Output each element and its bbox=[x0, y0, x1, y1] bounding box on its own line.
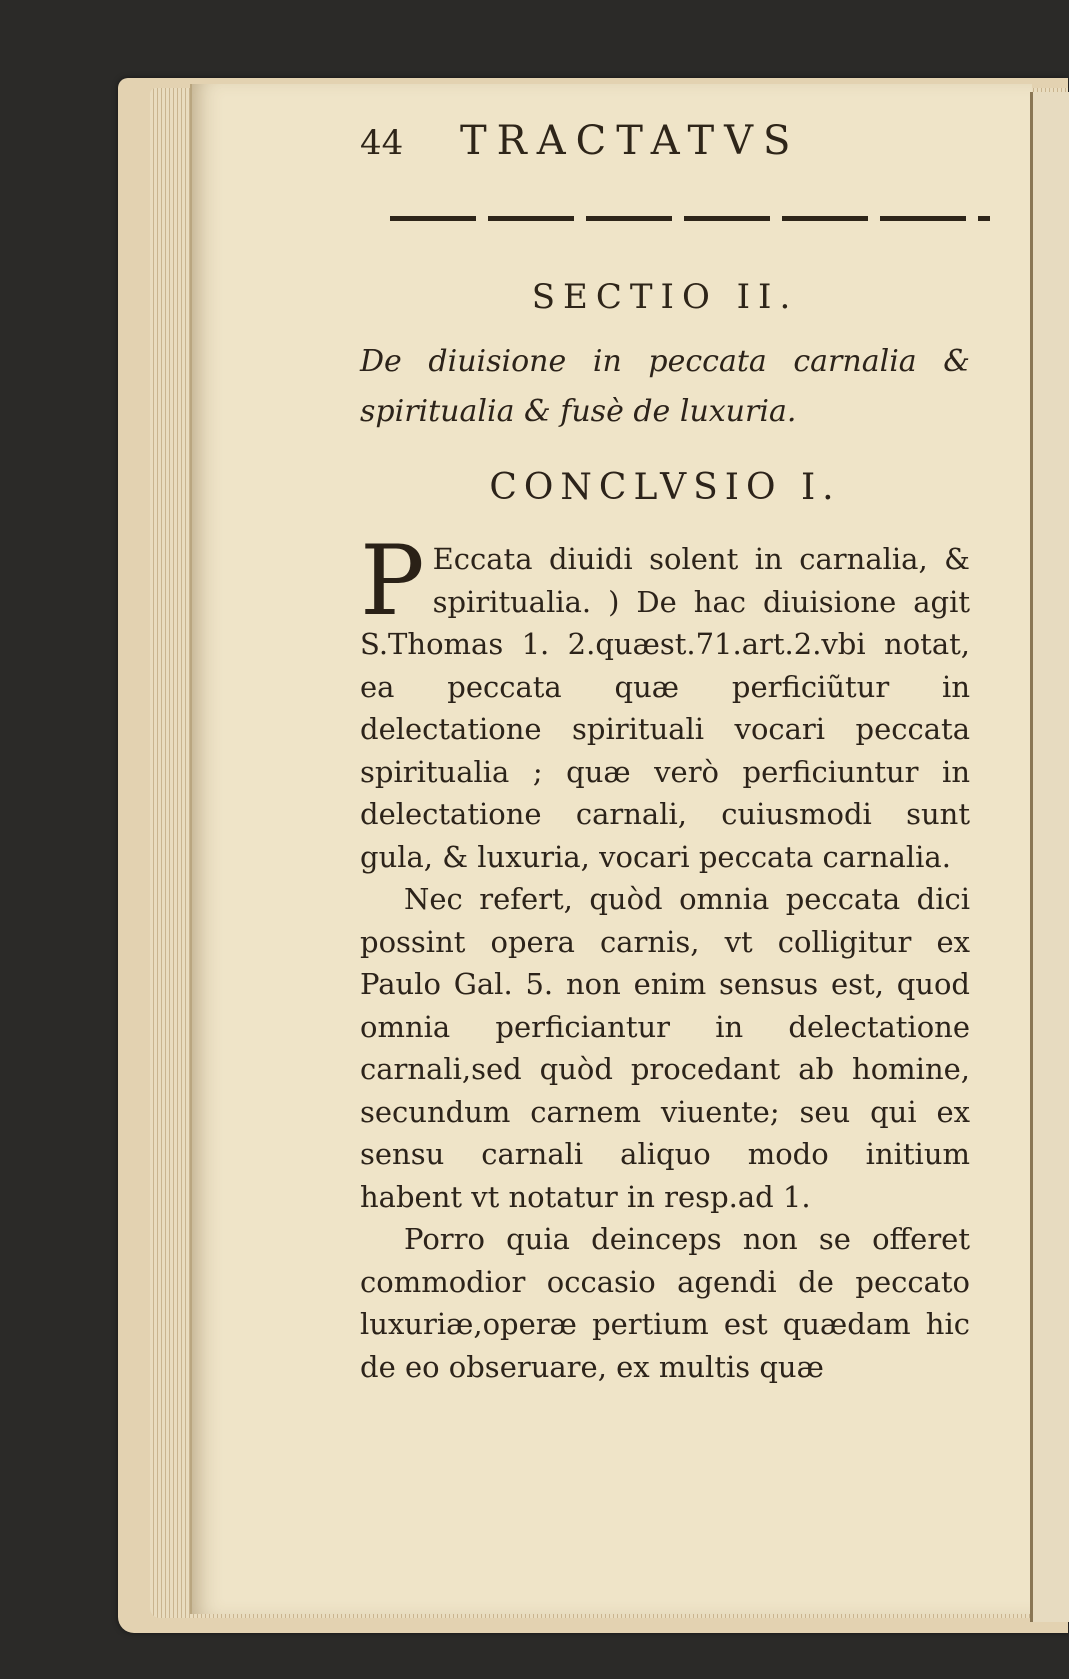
running-head-title: TRACTATVS bbox=[460, 118, 801, 164]
facing-page-edge bbox=[1030, 92, 1069, 1622]
subtitle-line: De diuisione in peccata carnalia & bbox=[360, 344, 970, 379]
paragraph-3: Porro quia deinceps non se offeret commodior occasio agendi de peccato luxuriæ,operæ pertium est quædam hic de eo obseruare, ex multis quæ bbox=[360, 1222, 970, 1384]
header-rule bbox=[390, 216, 990, 221]
paragraph-2: Nec refert, quòd omnia peccata dici possint opera carnis, vt colligitur ex Paulo Gal. 5. non enim sensus est, quod omnia perficiantur in delectatione carnali,sed quòd procedant ab homine, secundum carnem viuente; seu qui ex sensu carnali aliquo modo initium habent vt notatur in resp.ad 1. bbox=[360, 882, 970, 1214]
subtitle-line: spiritualia & fusè de luxuria. bbox=[360, 394, 797, 429]
paragraph-1 bbox=[360, 525, 970, 878]
paragraph-1-text: Eccata diuidi solent in carnalia, & spiritualia. ) De hac diuisione agit S.Thomas 1. 2.quæst.71.art.2.vbi notat, ea peccata quæ perficiũtur in delectatione spirituali vocari peccata spiritualia ; quæ verò perficiuntur in delectatione carnali, cuiusmodi sunt gula, & luxuria, vocari peccata carnalia. bbox=[360, 542, 970, 874]
section-title: SECTIO II. bbox=[531, 277, 799, 317]
conclusion-title: CONCLVSIO I. bbox=[489, 467, 841, 508]
page-number: 44 bbox=[360, 123, 404, 163]
running-header bbox=[360, 118, 970, 164]
drop-capital: P bbox=[360, 525, 425, 637]
page-content bbox=[360, 118, 970, 1388]
section-subtitle bbox=[360, 337, 970, 437]
